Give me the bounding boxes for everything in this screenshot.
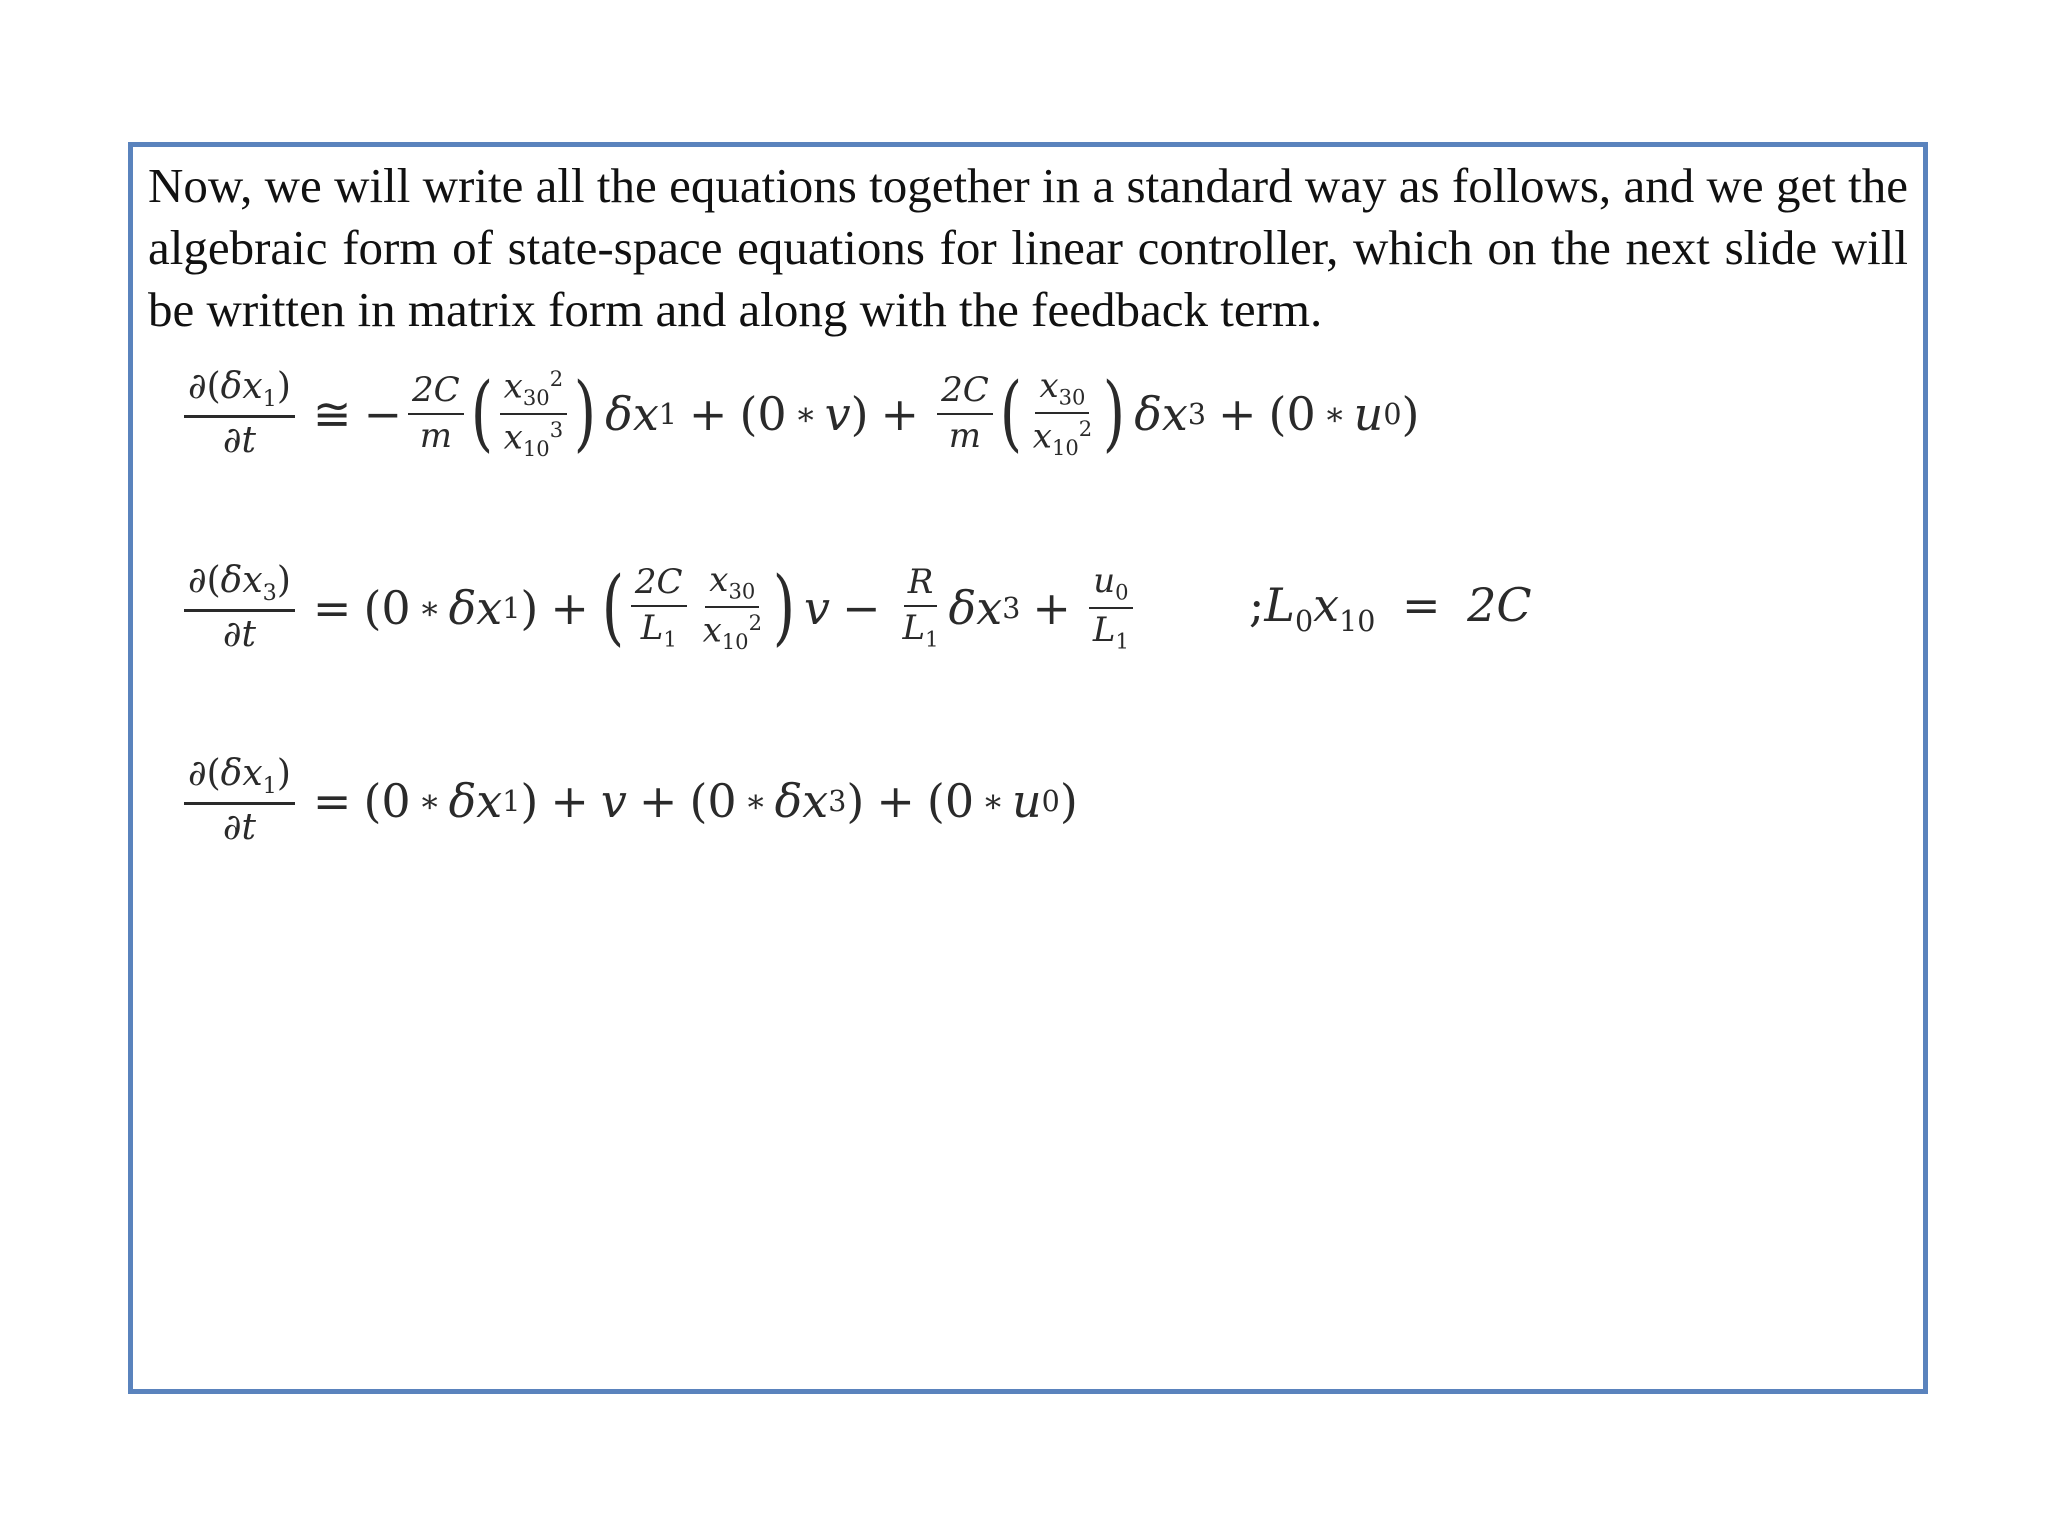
eq2-side-condition: $;L_0x_{10} = 2C$ xyxy=(1248,578,1532,638)
equation-2: $\frac{\partial(\delta x_3)}{\partial t}$ = ( 0 ∗ δ x 1 ) + ( $\frac{2C}{L_1}$ $\frac{x_{30}}{x_{10}^2}$ ) v − $\frac{R}{L_1}$ δ x 3 + $\frac{u_0}{L_1}$ $;L_0x_{10} = 2C$ xyxy=(178,562,1532,654)
eq1-lhs-fraction: $\frac{\partial(\delta x_1)}{\partial t}$ xyxy=(184,368,295,460)
eq2-lhs-fraction: $\frac{\partial(\delta x_3)}{\partial t}$ xyxy=(184,562,295,654)
intro-paragraph: Now, we will write all the equations together in a standard way as follows, and we get the algebraic form of state-space equations for linear controller, which on the next slide will be written in matrix form and along with the feedback term. xyxy=(148,158,1908,337)
equation-3: $\frac{\partial(\delta x_1)}{\partial t}$ = ( 0 ∗ δ x 1 ) + v + ( 0 ∗ δ x 3 ) + ( 0 ∗ u 0 ) xyxy=(178,755,1078,847)
eq3-lhs-fraction: $\frac{\partial(\delta x_1)}{\partial t}$ xyxy=(184,755,295,847)
equation-1: $\frac{\partial(\delta x_1)}{\partial t}$ ≅ − $\frac{2C}{m}$ ( $\frac{x_{30}^2}{x_{10}^3}$ ) δ x 1 + ( 0 ∗ v ) + $\frac{2C}{m}$ ( $\frac{x_{30}}{x_{10}^2}$ ) δ x 3 + ( 0 ∗ u 0 ) xyxy=(178,368,1419,460)
